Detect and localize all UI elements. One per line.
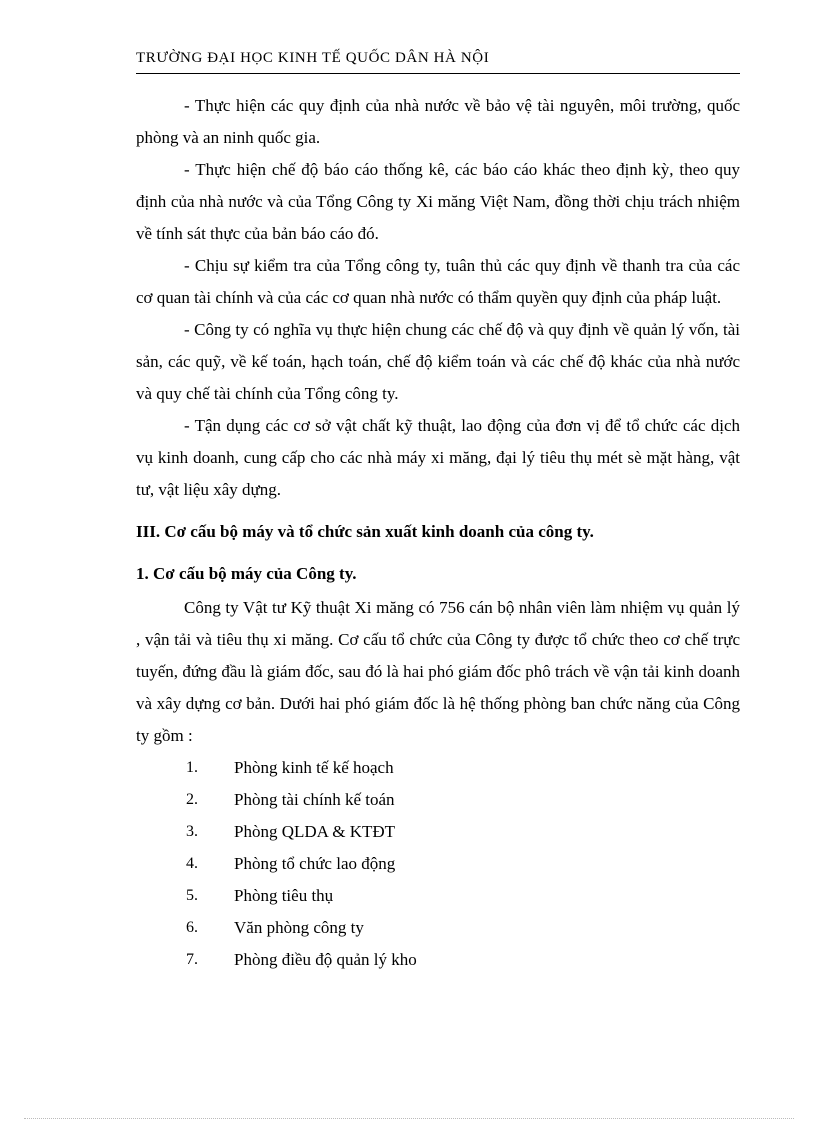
department-list [136, 752, 740, 976]
subsection-heading: 1. Cơ cấu bộ máy của Công ty. [136, 564, 357, 583]
document-body [136, 90, 740, 976]
paragraph-services: - Tận dụng các cơ sở vật chất kỹ thuật, lao động của đơn vị để tổ chức các dịch vụ kinh doanh, cung cấp cho các nhà máy xi măng, đại lý tiêu thụ mét sè mặt hàng, vật tư, vật liệu xây dựng. [136, 416, 740, 499]
list-number: 2. [186, 791, 198, 808]
list-item [136, 784, 740, 816]
list-label: Phòng kinh tế kế hoạch [234, 758, 394, 777]
list-number: 7. [186, 951, 198, 968]
list-label: Phòng điều độ quản lý kho [234, 950, 417, 969]
list-number: 6. [186, 919, 198, 936]
list-number: 5. [186, 887, 198, 904]
list-number: 1. [186, 759, 198, 776]
header-divider [136, 73, 740, 74]
paragraph-resources: - Thực hiện các quy định của nhà nước về bảo vệ tài nguyên, môi trường, quốc phòng và an ninh quốc gia. [136, 96, 740, 147]
list-label: Phòng tài chính kế toán [234, 790, 395, 809]
footer-dotted-rule [24, 1118, 794, 1119]
list-number: 4. [186, 855, 198, 872]
intro-paragraph: Công ty Vật tư Kỹ thuật Xi măng có 756 cán bộ nhân viên làm nhiệm vụ quản lý , vận tải và tiêu thụ xi măng. Cơ cấu tổ chức của Công ty được tổ chức theo cơ chế trực tuyến, đứng đầu là giám đốc, sau đó là hai phó giám đốc phô trách về vận tải kinh doanh và xây dựng cơ bản. Dưới hai phó giám đốc là hệ thống phòng ban chức năng của Công ty gồm : [136, 598, 740, 745]
list-item [136, 880, 740, 912]
paragraph-reporting: - Thực hiện chế độ báo cáo thống kê, các báo cáo khác theo định kỳ, theo quy định của nhà nước và của Tổng Công ty Xi măng Việt Nam, đồng thời chịu trách nhiệm về tính sát thực của bản báo cáo đó. [136, 160, 740, 243]
list-label: Phòng QLDA & KTĐT [234, 822, 396, 841]
section-heading: III. Cơ cấu bộ máy và tổ chức sản xuất kinh doanh của công ty. [136, 522, 594, 541]
list-label: Phòng tổ chức lao động [234, 854, 396, 873]
list-label: Phòng tiêu thụ [234, 886, 334, 905]
list-label: Văn phòng công ty [234, 918, 364, 937]
list-item [136, 944, 740, 976]
paragraph-obligations: - Công ty có nghĩa vụ thực hiện chung các chế độ và quy định về quản lý vốn, tài sản, các quỹ, về kế toán, hạch toán, chế độ kiểm toán và các chế độ khác của nhà nước và quy chế tài chính của Tổng công ty. [136, 320, 740, 403]
page-header: TRƯỜNG ĐẠI HỌC KINH TẾ QUỐC DÂN HÀ NỘI [136, 50, 490, 66]
list-item [136, 848, 740, 880]
list-number: 3. [186, 823, 198, 840]
list-item [136, 912, 740, 944]
list-item [136, 752, 740, 784]
paragraph-inspection: - Chịu sự kiểm tra của Tổng công ty, tuân thủ các quy định về thanh tra của các cơ quan tài chính và của các cơ quan nhà nước có thẩm quyền quy định của pháp luật. [136, 256, 740, 307]
list-item [136, 816, 740, 848]
